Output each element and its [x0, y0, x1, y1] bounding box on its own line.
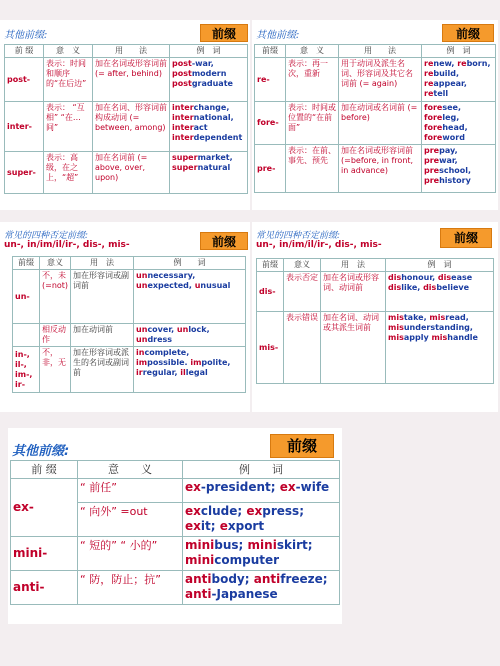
prefix-badge: 前缀 — [200, 232, 248, 250]
example-prefix: fore — [424, 103, 443, 112]
col-header: 用 法 — [339, 45, 422, 58]
usage-cell: 加在名词、动词或其派生词前 — [321, 312, 386, 384]
example-prefix: un — [136, 271, 148, 280]
example-rest: -Japanese — [211, 587, 278, 601]
col-header: 例 词 — [422, 45, 496, 58]
example-prefix: dis — [423, 283, 437, 292]
panel-title: 其他前缀: — [4, 30, 48, 41]
example-rest: school, — [439, 166, 472, 175]
table-row — [255, 145, 496, 193]
example-prefix: un — [136, 325, 148, 334]
example-prefix: mis — [388, 333, 404, 342]
example-cell — [422, 58, 496, 102]
col-header: 用 法 — [93, 45, 170, 58]
example-rest: understanding, — [403, 323, 473, 332]
panel-bottom — [8, 428, 342, 624]
example-prefix: e — [219, 519, 228, 533]
col-header: 前缀 — [13, 257, 40, 270]
prefix-cell: super- — [5, 152, 44, 194]
example-prefix: post — [172, 59, 192, 68]
example-rest: dependent — [193, 133, 243, 142]
prefix-table — [10, 460, 340, 605]
prefix-cell: re- — [255, 58, 286, 102]
example-cell — [422, 102, 496, 145]
example-rest: freeze; — [280, 572, 328, 586]
example-prefix: ex — [185, 504, 201, 518]
col-header: 用 法 — [71, 257, 134, 270]
example-rest: ease — [451, 273, 473, 282]
example-rest: change, — [193, 103, 230, 112]
meaning-cell: 表示：时间或位置的“在前面” — [286, 102, 339, 145]
example-prefix: mis — [431, 333, 448, 342]
example-prefix: anti — [185, 572, 212, 586]
example-rest: born, — [466, 59, 491, 68]
example-rest: nusual — [200, 281, 231, 290]
usage-cell: 加在形容词或派生的名词或副词前 — [71, 347, 134, 393]
panel-mid-right — [252, 222, 498, 412]
example-prefix: pre — [424, 176, 440, 185]
meaning-cell: 不，未 (=not) — [40, 270, 71, 324]
col-header: 例 词 — [170, 45, 248, 58]
prefix-cell: in-, il-, im-, ir- — [13, 347, 40, 393]
example-rest: legal — [185, 368, 208, 377]
example-cell — [386, 272, 494, 312]
col-header: 例 词 — [386, 259, 494, 272]
example-prefix: re — [424, 59, 434, 68]
example-rest: regular, — [142, 368, 181, 377]
table-row — [255, 102, 496, 145]
example-prefix: post — [172, 79, 192, 88]
example-prefix: un — [136, 281, 148, 290]
panel-top-right — [252, 20, 498, 210]
example-prefix: mini — [185, 553, 215, 567]
example-prefix: re — [424, 89, 434, 98]
example-rest: national, — [193, 113, 234, 122]
table-row — [11, 571, 340, 605]
table-row — [13, 270, 246, 324]
prefix-badge: 前缀 — [200, 24, 248, 42]
example-rest: pay, — [439, 146, 458, 155]
meaning-cell: 表示：时间和顺序的“在后边” — [44, 58, 93, 102]
example-prefix: im — [136, 358, 148, 367]
example-prefix: super — [172, 153, 198, 162]
col-header: 前缀 — [257, 259, 284, 272]
example-cell — [134, 270, 246, 324]
prefix-cell: fore- — [255, 102, 286, 145]
example-rest: dress — [147, 335, 173, 344]
meaning-cell: 表示：在前、事先、预先 — [286, 145, 339, 193]
example-rest: expected, — [147, 281, 195, 290]
panel-mid-left — [0, 222, 250, 412]
example-prefix: inter — [172, 123, 194, 132]
prefix-cell: un- — [13, 270, 40, 324]
panel-subtitle: un-, in/im/il/ir-, dis-, mis- — [256, 240, 382, 250]
example-rest: lock, — [188, 325, 210, 334]
example-rest: polite, — [201, 358, 231, 367]
example-cell — [134, 347, 246, 393]
table-row — [255, 58, 496, 102]
col-header: 意 义 — [286, 45, 339, 58]
example-prefix: fore — [424, 133, 443, 142]
example-rest: clude; — [200, 504, 247, 518]
meaning-cell: “ 防，防止；抗” — [78, 571, 183, 605]
col-header: 例 词 — [183, 461, 340, 479]
col-header: 例 词 — [134, 257, 246, 270]
example-rest: -wife — [295, 480, 330, 494]
example-prefix: inter — [172, 113, 194, 122]
example-prefix: pre — [424, 156, 440, 165]
example-rest: possible. — [147, 358, 191, 367]
prefix-cell: pre- — [255, 145, 286, 193]
prefix-table — [12, 256, 246, 393]
table-row — [11, 479, 340, 503]
example-rest: appear, — [433, 79, 467, 88]
col-header: 用 法 — [321, 259, 386, 272]
example-prefix: anti — [185, 587, 212, 601]
example-rest: read, — [445, 313, 469, 322]
panel-subtitle: un-, in/im/il/ir-, dis-, mis- — [4, 240, 130, 250]
example-cell — [386, 312, 494, 384]
example-rest: honour, — [401, 273, 438, 282]
example-cell — [183, 537, 340, 571]
example-rest: build, — [433, 69, 460, 78]
example-cell — [170, 152, 248, 194]
example-prefix: un — [136, 335, 148, 344]
table-row — [257, 312, 494, 384]
table-row — [11, 537, 340, 571]
prefix-table — [256, 258, 494, 384]
example-prefix: super — [172, 163, 198, 172]
prefix-cell: mis- — [257, 312, 284, 384]
prefix-table — [254, 44, 496, 193]
meaning-cell: 相反动作 — [40, 324, 71, 347]
panel-title: 其他前缀: — [256, 30, 300, 41]
example-prefix: un — [176, 325, 189, 334]
table-row — [5, 102, 248, 152]
prefix-badge: 前缀 — [440, 228, 492, 248]
prefix-table — [4, 44, 248, 194]
example-prefix: inter — [172, 103, 194, 112]
example-rest: bus; — [214, 538, 248, 552]
example-rest: tell — [433, 89, 449, 98]
example-prefix: u — [194, 281, 201, 290]
example-rest: war, — [439, 156, 458, 165]
usage-cell: 加在动词前 — [71, 324, 134, 347]
example-rest: act — [193, 123, 208, 132]
meaning-cell: 表示：高级，在之上，“超” — [44, 152, 93, 194]
example-prefix: fore — [424, 113, 443, 122]
example-rest: apply — [403, 333, 432, 342]
example-prefix: ex — [185, 480, 201, 494]
prefix-cell: ex- — [11, 479, 78, 537]
example-prefix: anti — [253, 572, 281, 586]
example-rest: like, — [401, 283, 424, 292]
example-prefix: mis — [388, 313, 404, 322]
example-prefix: re — [457, 59, 467, 68]
example-rest: skirt; — [276, 538, 313, 552]
example-prefix: ex — [185, 519, 201, 533]
example-cell — [183, 571, 340, 605]
example-prefix: in — [136, 348, 145, 357]
example-rest: -president; — [200, 480, 280, 494]
prefix-badge: 前缀 — [270, 434, 334, 458]
example-prefix: il — [180, 368, 186, 377]
usage-cell: 加在名词或形容词、动词前 — [321, 272, 386, 312]
example-rest: complete, — [144, 348, 190, 357]
prefix-badge: 前缀 — [442, 24, 494, 42]
example-cell — [170, 58, 248, 102]
prefix-cell — [13, 324, 40, 347]
usage-cell: 加在名词或形容词前 (=before, in front, in advance) — [339, 145, 422, 193]
col-header: 前 缀 — [5, 45, 44, 58]
usage-cell: 加在动词或名词前 (= before) — [339, 102, 422, 145]
meaning-cell: 表示： “互相” “在…间” — [44, 102, 93, 152]
example-prefix: re — [424, 79, 434, 88]
example-rest: believe — [436, 283, 470, 292]
usage-cell: 用于动词及派生名词、形容词及其它名词前 (= again) — [339, 58, 422, 102]
example-rest: handle — [447, 333, 478, 342]
example-rest: word — [442, 133, 465, 142]
example-prefix: fore — [424, 123, 443, 132]
example-rest: modern — [191, 69, 227, 78]
example-rest: take, — [403, 313, 430, 322]
usage-cell: 加在名词前 (= above, over, upon) — [93, 152, 170, 194]
example-rest: market, — [197, 153, 233, 162]
example-prefix: dis — [388, 283, 402, 292]
col-header: 前 缀 — [11, 461, 78, 479]
example-prefix: dis — [437, 273, 452, 282]
example-prefix: ex — [279, 480, 296, 494]
example-prefix: dis — [388, 273, 402, 282]
example-cell — [422, 145, 496, 193]
example-rest: -war, — [191, 59, 214, 68]
example-prefix: re — [424, 69, 434, 78]
example-prefix: pre — [424, 146, 440, 155]
example-rest: graduate — [191, 79, 233, 88]
panel-title: 其他前缀: — [12, 444, 70, 459]
usage-cell: 加在名词或形容词前 (= after, behind) — [93, 58, 170, 102]
prefix-cell: mini- — [11, 537, 78, 571]
example-prefix: mini — [185, 538, 215, 552]
example-rest: new, — [433, 59, 458, 68]
example-rest: xport — [227, 519, 265, 533]
col-header: 前缀 — [255, 45, 286, 58]
usage-cell: 加在名词、形容词前构成动词 (= between, among) — [93, 102, 170, 152]
example-prefix: pre — [424, 166, 440, 175]
meaning-cell: “ 向外” =out — [78, 503, 183, 537]
example-rest: cover, — [147, 325, 177, 334]
example-cell — [170, 102, 248, 152]
prefix-cell: anti- — [11, 571, 78, 605]
example-prefix: mis — [388, 323, 404, 332]
prefix-cell: dis- — [257, 272, 284, 312]
table-row — [5, 58, 248, 102]
col-header: 意义 — [40, 257, 71, 270]
example-cell — [183, 479, 340, 503]
meaning-cell: 不，非，无 — [40, 347, 71, 393]
prefix-cell: inter- — [5, 102, 44, 152]
table-row — [257, 272, 494, 312]
example-prefix: ir — [136, 368, 143, 377]
example-prefix: post — [172, 69, 192, 78]
example-rest: head, — [442, 123, 468, 132]
example-prefix: ex — [246, 504, 263, 518]
example-prefix: im — [190, 358, 202, 367]
example-rest: press; — [262, 504, 304, 518]
example-rest: history — [439, 176, 471, 185]
col-header: 意 义 — [78, 461, 183, 479]
col-header: 意 义 — [44, 45, 93, 58]
prefix-cell: post- — [5, 58, 44, 102]
meaning-cell: “ 短的” “ 小的” — [78, 537, 183, 571]
meaning-cell: 表示：再一次，重新 — [286, 58, 339, 102]
example-rest: computer — [214, 553, 280, 567]
example-rest: it; — [200, 519, 220, 533]
example-rest: natural — [197, 163, 231, 172]
example-rest: body; — [211, 572, 254, 586]
col-header: 意义 — [284, 259, 321, 272]
example-prefix: mis — [429, 313, 446, 322]
table-row — [13, 347, 246, 393]
example-rest: see, — [442, 103, 462, 112]
example-rest: necessary, — [147, 271, 196, 280]
example-cell — [134, 324, 246, 347]
meaning-cell: “ 前任” — [78, 479, 183, 503]
table-row — [5, 152, 248, 194]
table-row — [13, 324, 246, 347]
example-prefix: mini — [247, 538, 277, 552]
usage-cell: 加在形容词或副词前 — [71, 270, 134, 324]
example-rest: leg, — [442, 113, 460, 122]
example-prefix: inter — [172, 133, 194, 142]
example-cell — [183, 503, 340, 537]
meaning-cell: 表示否定 — [284, 272, 321, 312]
meaning-cell: 表示错误 — [284, 312, 321, 384]
panel-top-left — [0, 20, 250, 210]
panel-title: 常见的四种否定前缀: — [256, 231, 341, 241]
panel-title: 常见的四种否定前缀: — [4, 231, 89, 241]
